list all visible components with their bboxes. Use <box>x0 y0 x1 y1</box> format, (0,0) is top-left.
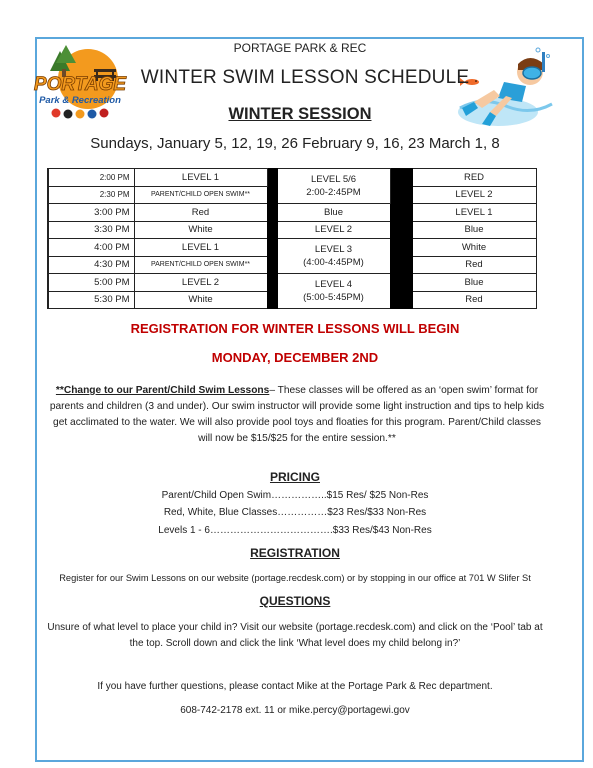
class-cell: RED <box>412 169 536 187</box>
table-row <box>48 221 536 239</box>
class-cell: Red <box>412 291 536 309</box>
contact-info: 608-742-2178 ext. 11 or mike.percy@portagewi.gov <box>180 705 410 716</box>
time-cell: 4:30 PM <box>48 256 134 274</box>
class-label: LEVEL 3 <box>314 244 353 255</box>
class-cell: LEVEL 2 <box>412 186 536 204</box>
class-cell: White <box>412 239 536 257</box>
table-row <box>48 274 536 292</box>
class-cell-level3 <box>277 239 390 274</box>
table-row <box>48 169 536 187</box>
class-cell: LEVEL 2 <box>134 274 267 292</box>
schedule-table <box>47 168 537 309</box>
price-line: Levels 1 - 6……………………………….$33 Res/$43 Non-Res <box>158 525 432 536</box>
time-cell: 5:00 PM <box>48 274 134 292</box>
class-cell: White <box>134 221 267 239</box>
logo-wordmark: PORTAGE <box>33 74 127 95</box>
class-cell-level56 <box>277 169 390 204</box>
questions-text: Unsure of what level to place your child in? Visit our website (portage.recdesk.com) and click on the ‘Pool’ tab at the top. Scroll down and click the link ‘What level does my child belong in?’ <box>47 622 543 649</box>
change-note-label: **Change to our Parent/Child Swim Lessons <box>55 385 270 396</box>
change-note-text: – These classes will be offered as an ‘open swim’ format for parents and children (3 and under). Our swim instructor will provide some light instruction and tips to help kids get acclimated to the water. We will also provide pool toys and floaties for this program. Parent/Child classes will now be $15/$25 for the entire session.** <box>49 385 545 444</box>
swimmer-clipart <box>452 46 560 132</box>
class-time: (5:00-5:45PM) <box>303 292 364 303</box>
price-line: Red, White, Blue Classes……………$23 Res/$33 Non-Res <box>163 507 427 518</box>
class-label: LEVEL 4 <box>314 279 353 290</box>
org-name: PORTAGE PARK & REC <box>233 41 367 55</box>
time-cell: 4:00 PM <box>48 239 134 257</box>
schedule-title: WINTER SWIM LESSON SCHEDULE <box>140 67 470 88</box>
session-dates: Sundays, January 5, 12, 19, 26 February 9, 16, 23 March 1, 8 <box>90 135 500 152</box>
time-cell: 2:00 PM <box>48 169 134 187</box>
class-cell: Blue <box>412 274 536 292</box>
questions-heading: QUESTIONS <box>259 594 331 608</box>
class-cell: LEVEL 2 <box>277 221 390 239</box>
logo-tagline: Park & Recreation <box>39 95 121 106</box>
class-cell: Red <box>134 204 267 222</box>
divider-column <box>390 169 412 309</box>
registration-heading: REGISTRATION <box>250 546 340 560</box>
time-cell: 3:00 PM <box>48 204 134 222</box>
price-line: Parent/Child Open Swim……………..$15 Res/ $25 Non-Res <box>161 490 429 501</box>
session-title: WINTER SESSION <box>228 105 372 123</box>
class-cell: Blue <box>277 204 390 222</box>
class-cell: PARENT/CHILD OPEN SWIM** <box>134 256 267 274</box>
class-cell: White <box>134 291 267 309</box>
registration-notice-line2: MONDAY, DECEMBER 2ND <box>211 350 379 365</box>
table-row <box>48 239 536 257</box>
divider-column <box>267 169 277 309</box>
parent-child-change-note <box>46 383 548 447</box>
class-time: (4:00-4:45PM) <box>303 257 364 268</box>
time-cell: 5:30 PM <box>48 291 134 309</box>
class-cell: LEVEL 1 <box>134 169 267 187</box>
pricing-heading: PRICING <box>269 470 320 484</box>
time-cell: 3:30 PM <box>48 221 134 239</box>
table-row <box>48 204 536 222</box>
time-cell: 2:30 PM <box>48 186 134 204</box>
registration-notice-line1: REGISTRATION FOR WINTER LESSONS WILL BEGIN <box>130 321 460 336</box>
class-time: 2:00-2:45PM <box>306 187 361 198</box>
registration-text: Register for our Swim Lessons on our website (portage.recdesk.com) or by stopping in our office at 701 W Slifer St <box>59 573 531 583</box>
class-cell: Red <box>412 256 536 274</box>
class-cell: LEVEL 1 <box>134 239 267 257</box>
class-label: LEVEL 5/6 <box>310 174 357 185</box>
class-cell: Blue <box>412 221 536 239</box>
class-cell: PARENT/CHILD OPEN SWIM** <box>134 186 267 204</box>
class-cell-level4 <box>277 274 390 309</box>
contact-text: If you have further questions, please contact Mike at the Portage Park & Rec department. <box>97 681 493 692</box>
class-cell: LEVEL 1 <box>412 204 536 222</box>
